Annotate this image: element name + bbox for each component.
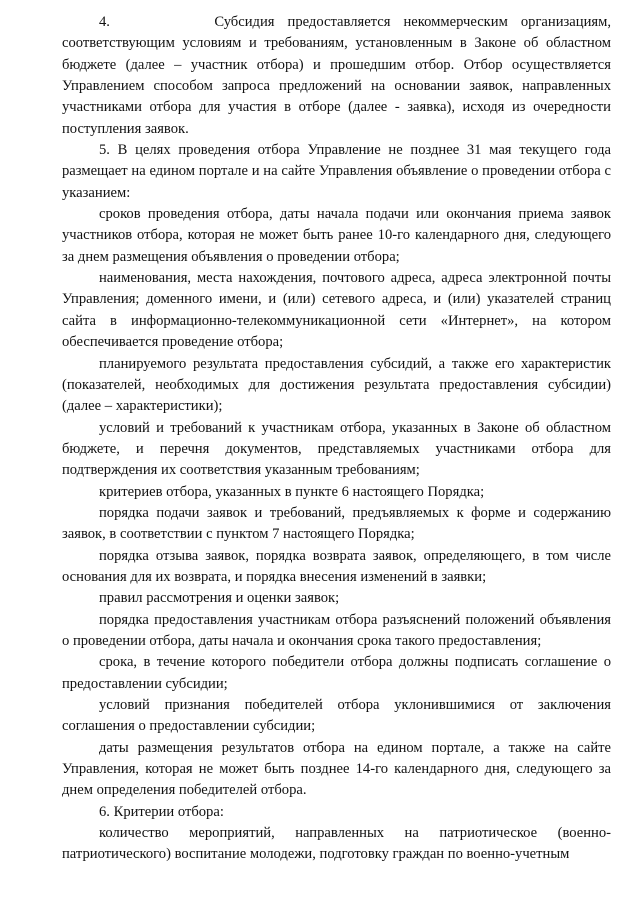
list-item-criteria: критериев отбора, указанных в пункте 6 настоящего Порядка; [99, 483, 485, 500]
list-item-signing-term: срока, в течение которого победители отбора должны подписать соглашение о предоставлении субсидии; [62, 654, 611, 692]
paragraph-6-heading: 6. Критерии отбора: [99, 803, 224, 820]
list-item-submission-order: порядка подачи заявок и требований, предъявляемых к форме и содержанию заявок, в соответствии с пунктом 7 настоящего Порядка; [62, 504, 611, 543]
list-item-contacts: наименования, места нахождения, почтового адреса, адреса электронной почты Управления; доменного имени, и (или) сетевого адреса, и (или) указателей страниц сайта в информационно-телекоммуникационной сети «Интернет», на котором обеспечивается проведение отбора; [62, 270, 611, 351]
criteria-item-events: количество мероприятий, направленных на патриотическое (военно-патриотического) воспитание молодежи, подготовку граждан по военно-учетным [62, 825, 611, 863]
list-item-review-rules: правил рассмотрения и оценки заявок; [99, 590, 340, 607]
list-item-requirements: условий и требований к участникам отбора, указанных в Законе об областном бюджете, и перечня документов, представляемых участниками отбора для подтверждения их соответствия указанным требованиям; [62, 419, 611, 479]
list-item-clarifications: порядка предоставления участникам отбора разъяснений положений объявления о проведении отбора, даты начала и окончания срока такого предоставления; [62, 611, 611, 649]
list-item-planned-result: планируемого результата предоставления субсидий, а также его характеристик (показателей, необходимых для достижения результата предоставления субсидии) (далее – характеристики); [62, 355, 611, 415]
list-item-results-publication: даты размещения результатов отбора на едином портале, а также на сайте Управления, которая не может быть позднее 14-го календарного дня, следующего за днем определения победителей отбора. [62, 739, 611, 799]
list-item-withdrawal-order: порядка отзыва заявок, порядка возврата заявок, определяющего, в том числе основания для их возврата, и порядка внесения изменений в заявки; [62, 547, 611, 585]
paragraph-4-intro: 4. Субсидия предоставляется некоммерческим организациям, соответствующим условиям и требованиям, установленным в Законе об областном бюджете (далее – участник отбора) и прошедшим отбор. Отбор осуществляется Управлением способом запроса предложений на основании заявок, направленных участниками отбора для участия в отборе (далее - заявка), исходя из очередности поступления заявок. [62, 14, 611, 137]
list-item-evasion-conditions: условий признания победителей отбора уклонившимися от заключения соглашения о предоставлении субсидии; [62, 697, 611, 735]
list-item-deadlines: сроков проведения отбора, даты начала подачи или окончания приема заявок участников отбора, которая не может быть ранее 10-го календарного дня, следующего за днем размещения объявления о проведении отбора; [62, 206, 611, 265]
paragraph-5-intro: 5. В целях проведения отбора Управление не позднее 31 мая текущего года размещает на едином портале и на сайте Управления объявление о проведении отбора с указанием: [62, 142, 611, 201]
